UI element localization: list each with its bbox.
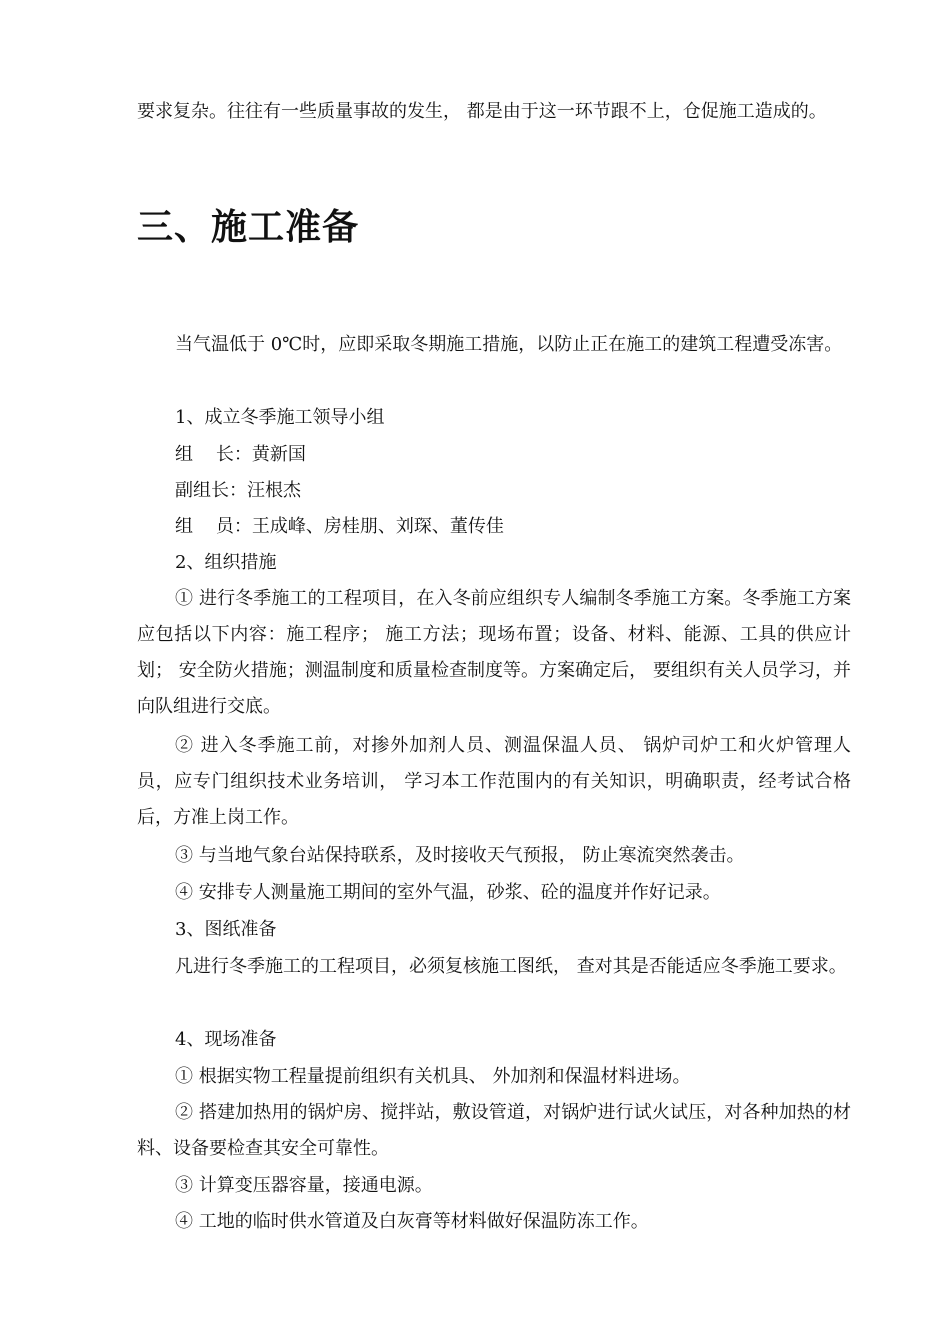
intro-paragraph-tail: 要求复杂。往往有一些质量事故的发生， 都是由于这一环节跟不上，仓促施工造成的。 [137, 101, 827, 122]
paragraph-cold-weather: 当气温低于 0℃时，应即采取冬期施工措施，以防止正在施工的建筑工程遭受冻害。 [175, 334, 843, 355]
heading-drawings: 3、图纸准备 [175, 919, 277, 940]
heading-leading-group: 1、成立冬季施工领导小组 [175, 407, 385, 428]
section-title: 三、施工准备 [137, 207, 360, 248]
measure-item-3: ③ 与当地气象台站保持联系，及时接收天气预报， 防止寒流突然袭击。 [175, 845, 745, 866]
site-item-2: ② 搭建加热用的锅炉房、搅拌站，敷设管道，对锅炉进行试火试压，对各种加热的材料、设备要检查其安全可靠性。 [137, 1102, 851, 1159]
group-members: 组 员：王成峰、房桂朋、刘琛、董传佳 [175, 516, 504, 537]
measure-item-4: ④ 安排专人测量施工期间的室外气温，砂浆、砼的温度并作好记录。 [175, 882, 721, 903]
site-item-4: ④ 工地的临时供水管道及白灰膏等材料做好保温防冻工作。 [175, 1211, 649, 1232]
site-item-3: ③ 计算变压器容量，接通电源。 [175, 1175, 433, 1196]
group-leader: 组 长：黄新国 [175, 444, 306, 465]
measure-item-2: ② 进入冬季施工前，对掺外加剂人员、测温保温人员、 锅炉司炉工和火炉管理人员，应专门组织技术业务培训， 学习本工作范围内的有关知识，明确职责，经考试合格后，方准上岗工作。 [137, 735, 851, 828]
group-deputy: 副组长：汪根杰 [175, 480, 301, 501]
paragraph-drawings: 凡进行冬季施工的工程项目，必须复核施工图纸， 查对其是否能适应冬季施工要求。 [175, 956, 847, 977]
site-item-1: ① 根据实物工程量提前组织有关机具、 外加剂和保温材料进场。 [175, 1066, 691, 1087]
measure-item-1: ① 进行冬季施工的工程项目，在入冬前应组织专人编制冬季施工方案。冬季施工方案应包括以下内容：施工程序； 施工方法；现场布置；设备、材料、能源、工具的供应计划； 安全防火措施；测温制度和质量检查制度等。方案确定后， 要组织有关人员学习，并向队组进行交底。 [137, 588, 851, 717]
heading-site: 4、现场准备 [175, 1029, 277, 1050]
heading-organization: 2、组织措施 [175, 552, 277, 573]
